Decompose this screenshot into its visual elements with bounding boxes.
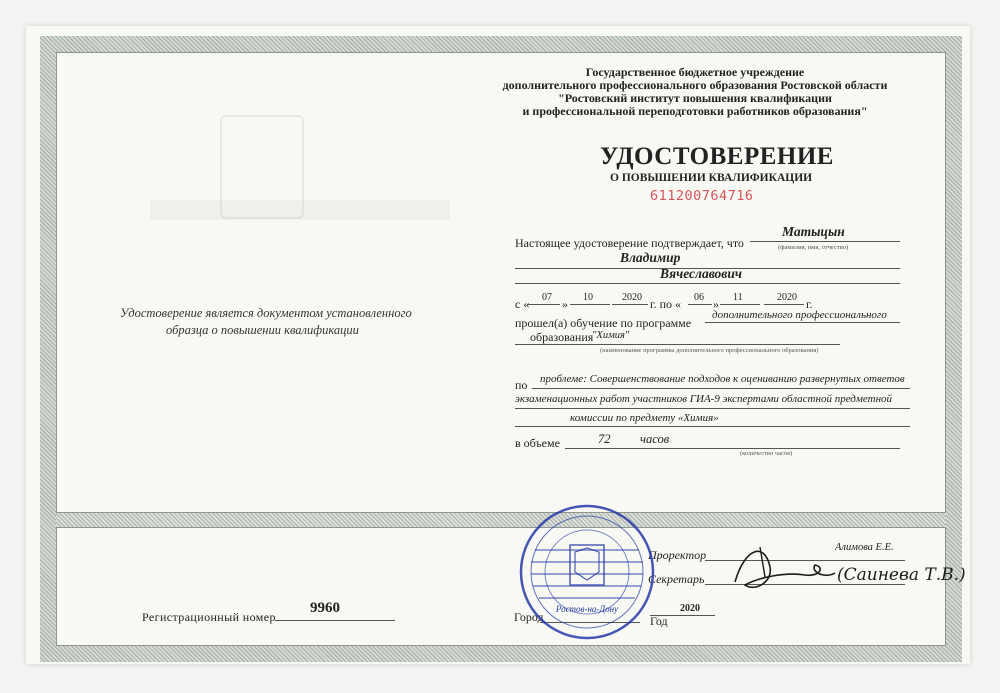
issue-year: 2020 — [680, 603, 700, 614]
period-from-year: 2020 — [622, 292, 642, 303]
volume-hours: 72 — [598, 432, 611, 446]
period-from-quote: » — [562, 297, 568, 311]
confirm-label: Настоящее удостоверение подтверждает, что — [515, 236, 744, 250]
serial-number: 611200764716 — [650, 188, 754, 204]
problem-line-1: проблеме: Совершенствование подходов к оцениванию развернутых ответов — [540, 373, 905, 385]
to-day-underline — [688, 304, 712, 305]
document-title: УДОСТОВЕРЕНИЕ — [600, 143, 834, 170]
handwritten-signature — [725, 537, 966, 607]
program-label-line-2: образования — [530, 330, 594, 344]
volume-underline — [565, 448, 900, 449]
volume-label: в объеме — [515, 436, 560, 450]
institution-line-1: Государственное бюджетное учреждение — [585, 65, 805, 79]
patronymic-underline — [515, 283, 900, 284]
period-from-month: 10 — [583, 292, 593, 303]
registration-number: 9960 — [310, 600, 340, 616]
patronymic-value: Вячеславович — [660, 266, 742, 281]
from-day-underline — [528, 304, 560, 305]
institution-header — [470, 66, 920, 118]
left-note-line-1: Удостоверение является документом установленного — [120, 306, 412, 320]
decorative-divider — [56, 512, 946, 528]
secretary-label: Секретарь — [648, 572, 705, 586]
to-year-underline — [764, 304, 804, 305]
official-stamp — [515, 500, 660, 645]
program-value-line-2: "Химия" — [592, 330, 630, 341]
prorector-name: Алимова Е.Е. — [835, 542, 894, 553]
period-to-day: 06 — [694, 292, 704, 303]
program-value-line-1: дополнительного профессионального — [712, 309, 887, 321]
left-note-line-2: образца о повышении квалификации — [166, 323, 359, 337]
institution-line-4: и профессиональной переподготовки работников образования" — [522, 104, 868, 118]
program-label-line-1: прошел(а) обучение по программе — [515, 316, 692, 330]
registration-line — [275, 620, 395, 621]
period-to-quote: » — [713, 297, 719, 311]
surname-underline — [750, 241, 900, 242]
problem-prefix: по — [515, 378, 528, 392]
year-label: Год — [650, 614, 668, 628]
problem-line-3: комиссии по предмету «Химия» — [570, 412, 719, 424]
from-year-underline — [612, 304, 648, 305]
problem-underline-2 — [515, 408, 910, 409]
from-month-underline — [570, 304, 610, 305]
program-underline-1 — [705, 322, 900, 323]
first-name-value: Владимир — [620, 250, 681, 265]
volume-unit: часов — [640, 432, 670, 446]
volume-hint: (количество часов) — [740, 450, 793, 457]
watermark-band — [150, 200, 450, 220]
problem-line-2: экзаменационных работ участников ГИА-9 экспертами областной предметной — [515, 393, 893, 405]
period-year-suffix: г. — [806, 297, 813, 311]
program-hint: (наименование программы дополнительного профессионального образования) — [600, 347, 819, 354]
problem-underline-3 — [515, 426, 910, 427]
program-underline-2 — [515, 344, 840, 345]
registration-label: Регистрационный номер — [142, 610, 276, 624]
document-subtitle: О ПОВЫШЕНИИ КВАЛИФИКАЦИИ — [610, 172, 813, 184]
to-month-underline — [720, 304, 760, 305]
name-hint: (фамилия, имя, отчество) — [778, 244, 849, 251]
period-mid: г. по « — [650, 297, 681, 311]
institution-line-2: дополнительного профессионального образования Ростовской области — [502, 78, 888, 92]
institution-line-3: "Ростовский институт повышения квалификации — [558, 91, 832, 105]
secretary-handwriting: (Саинева Т.В.) — [837, 565, 966, 585]
period-to-month: 11 — [733, 292, 743, 303]
period-from-day: 07 — [542, 292, 552, 303]
period-to-year: 2020 — [777, 292, 797, 303]
surname-value: Матыцын — [782, 224, 845, 239]
period-from-prefix: с « — [515, 297, 530, 311]
problem-underline-1 — [532, 388, 910, 389]
city-label: Город — [514, 610, 544, 624]
prorector-label: Проректор — [648, 548, 707, 562]
stamp-city-text: Ростов-на-Дону — [555, 604, 619, 614]
